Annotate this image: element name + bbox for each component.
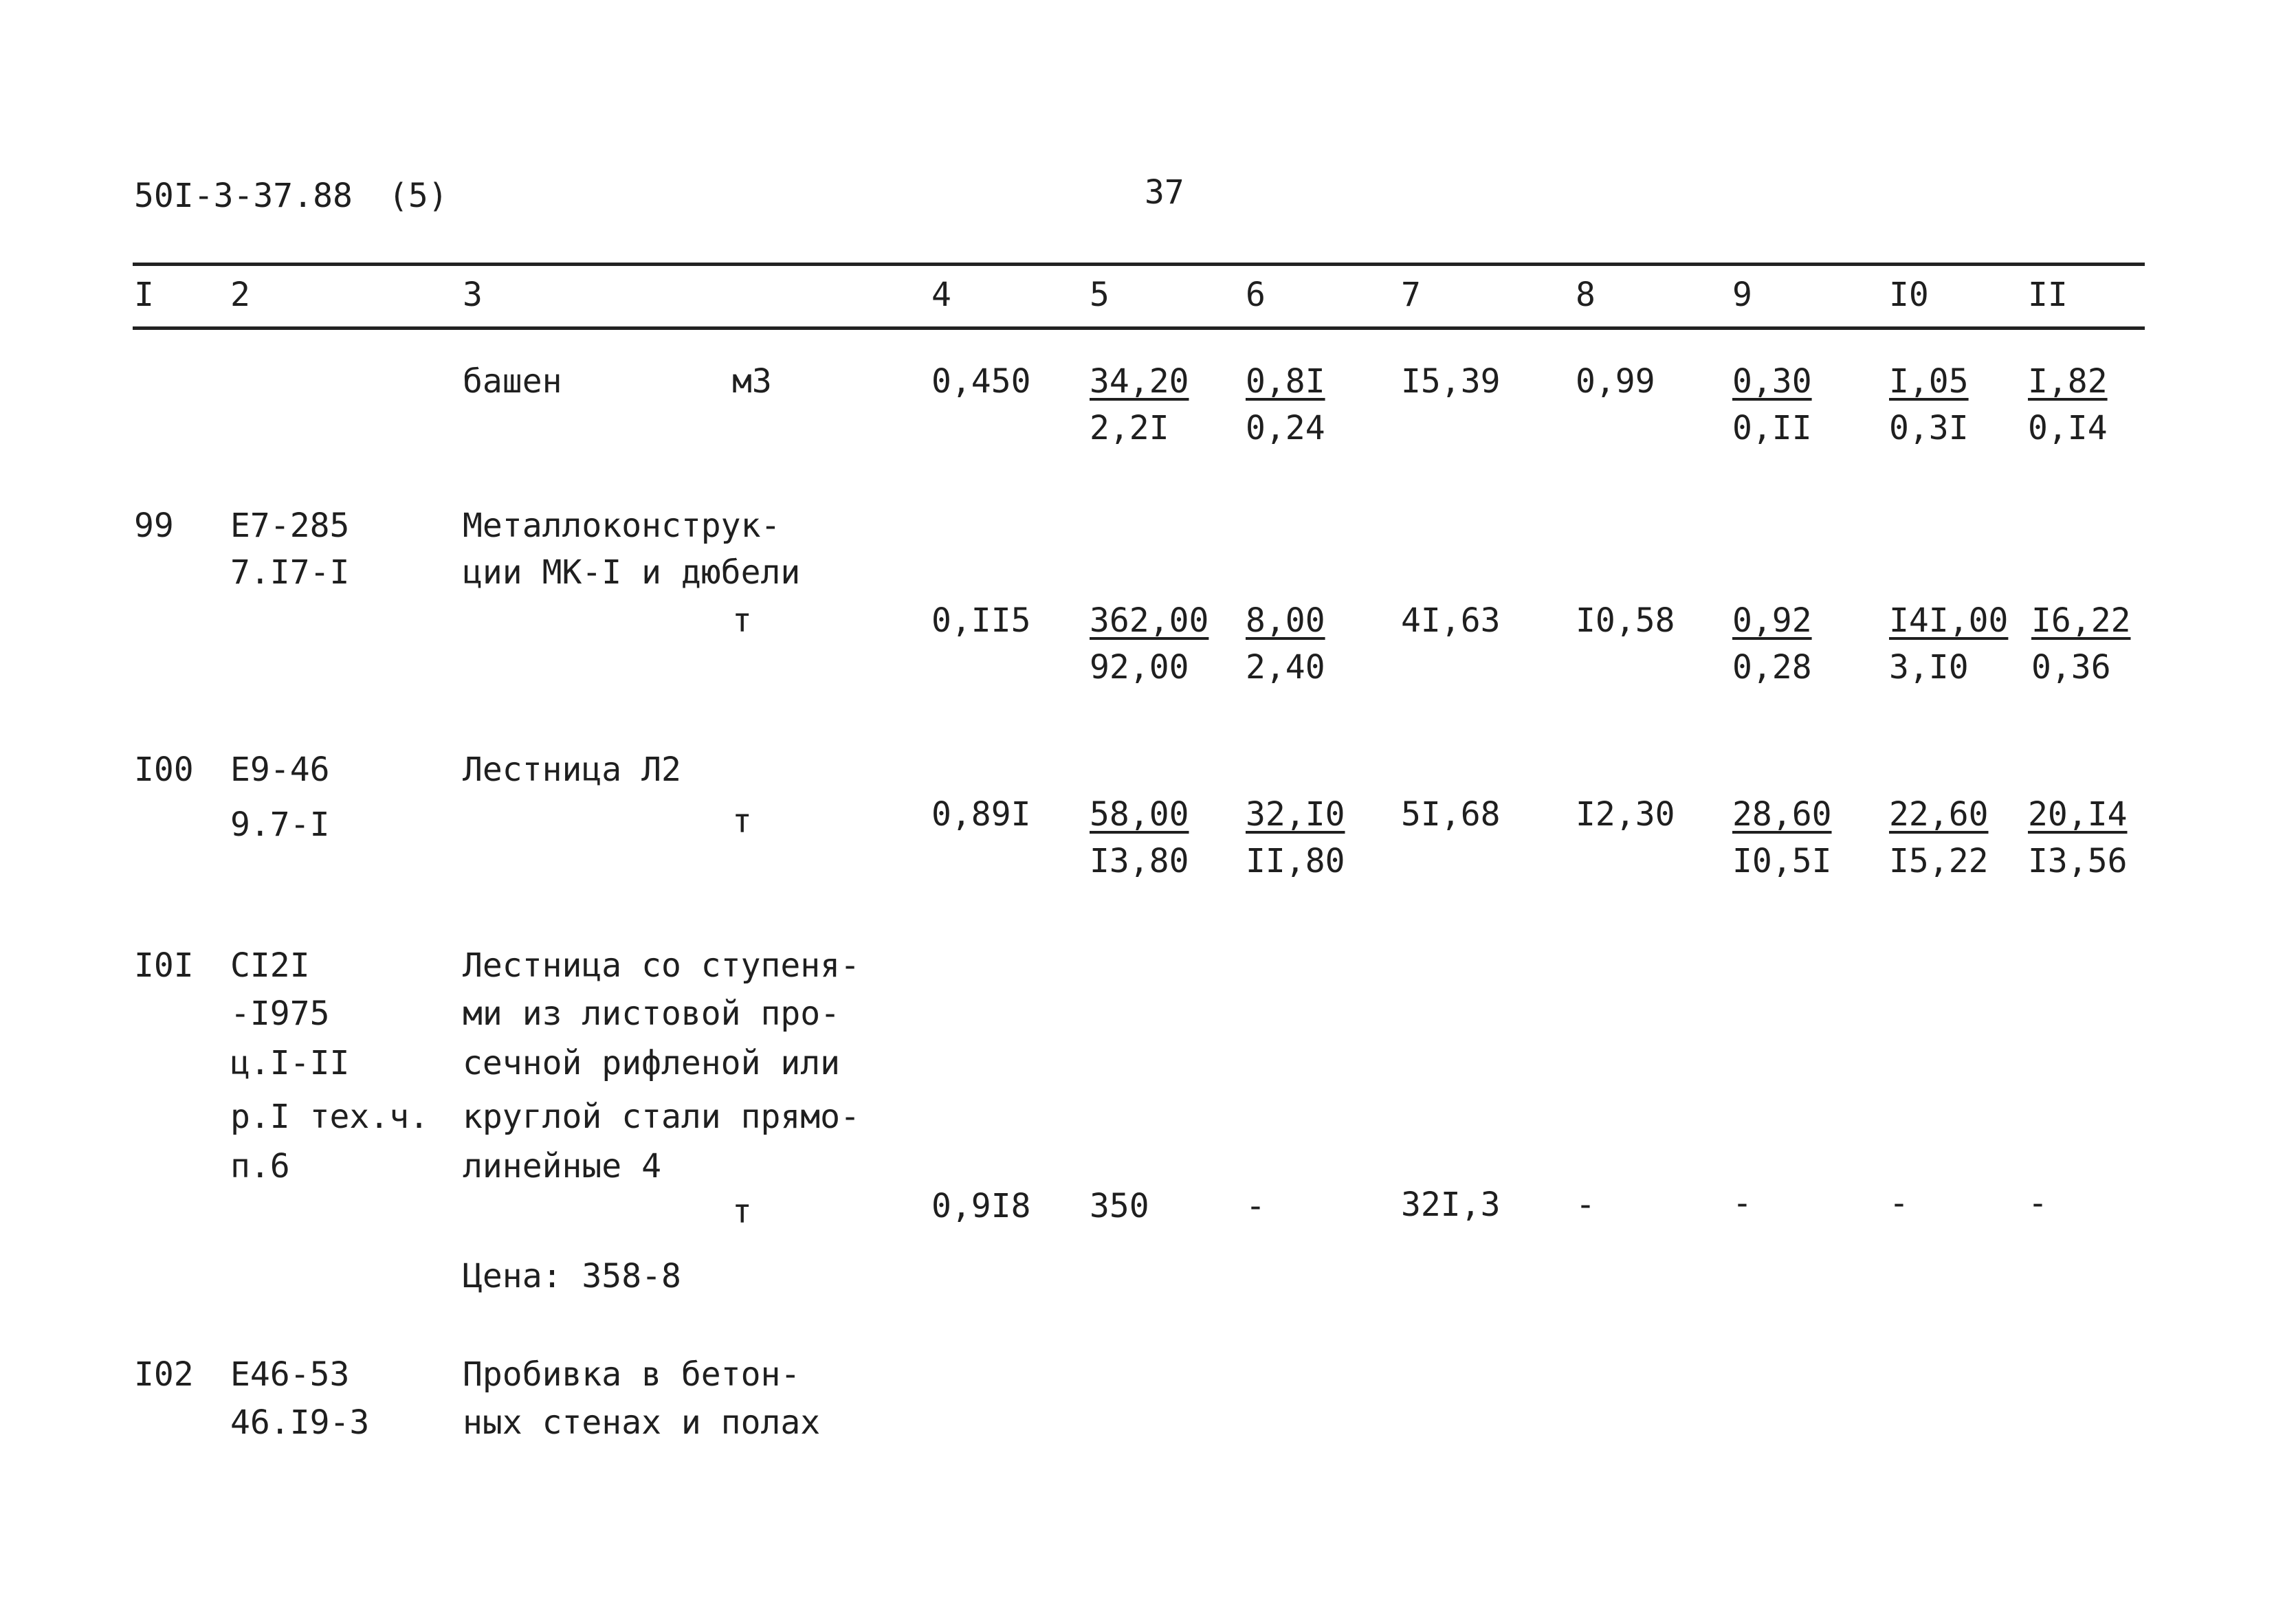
norm-code: E46-53 <box>230 1355 350 1394</box>
col7-value: 32I,3 <box>1401 1186 1501 1224</box>
col7-value: 4I,63 <box>1401 601 1501 640</box>
col10-upper: I,05 <box>1889 362 1969 401</box>
description: Пробивка в бетон- <box>463 1355 801 1394</box>
cost-total: 362,00 <box>1090 601 1209 640</box>
col10-lower: 3,I0 <box>1889 648 1969 687</box>
col10-lower: I5,22 <box>1889 842 1989 880</box>
table-top-rule <box>133 263 2145 266</box>
norm-code: CI2I <box>230 946 310 985</box>
col8-value: I2,30 <box>1576 795 1675 834</box>
cost-wages: 92,00 <box>1090 648 1189 687</box>
col10-upper: I4I,00 <box>1889 601 2009 640</box>
quantity: 0,89I <box>931 795 1031 834</box>
col7-value: 5I,68 <box>1401 795 1501 834</box>
row-number: 99 <box>134 507 174 545</box>
col11-lower: I3,56 <box>2028 842 2128 880</box>
col9-lower: I0,5I <box>1732 842 1832 880</box>
machines-total: 32,I0 <box>1246 795 1345 834</box>
description: башен <box>463 362 562 401</box>
quantity: 0,II5 <box>931 601 1031 640</box>
column-header: 9 <box>1732 276 1752 314</box>
col10-value: - <box>1889 1184 1909 1223</box>
column-header: II <box>2028 276 2068 314</box>
column-header: 3 <box>463 276 483 314</box>
col7-value: I5,39 <box>1401 362 1501 401</box>
norm-code: E7-285 <box>230 507 350 545</box>
row-number: I00 <box>134 750 194 789</box>
unit: т <box>732 802 752 841</box>
col8-value: - <box>1576 1186 1596 1224</box>
column-header: I <box>134 276 154 314</box>
column-header: 7 <box>1401 276 1421 314</box>
column-header: 6 <box>1246 276 1266 314</box>
column-header: 5 <box>1090 276 1110 314</box>
column-header: 2 <box>230 276 250 314</box>
unit: т <box>732 601 752 640</box>
col9-value: - <box>1732 1184 1752 1223</box>
quantity: 0,9I8 <box>931 1187 1031 1225</box>
price-note: Цена: 358-8 <box>463 1257 681 1295</box>
col11-value: - <box>2028 1184 2048 1223</box>
col9-lower: 0,28 <box>1732 648 1812 687</box>
document-code: 50I-3-37.88 <box>134 177 353 215</box>
column-header: 8 <box>1576 276 1596 314</box>
col11-lower: 0,36 <box>2031 648 2111 687</box>
norm-code: 7.I7-I <box>230 553 350 592</box>
machines-wages: 2,40 <box>1246 648 1325 687</box>
col8-value: I0,58 <box>1576 601 1675 640</box>
col8-value: 0,99 <box>1576 362 1655 401</box>
description: ми из листовой про- <box>463 994 841 1033</box>
row-number: I02 <box>134 1355 194 1394</box>
quantity: 0,450 <box>931 362 1031 401</box>
norm-code: ц.I-II <box>230 1044 350 1082</box>
col10-upper: 22,60 <box>1889 795 1989 834</box>
col10-lower: 0,3I <box>1889 409 1969 447</box>
column-header: 4 <box>931 276 951 314</box>
norm-code: -I975 <box>230 994 330 1033</box>
machines-wages: 0,24 <box>1246 409 1325 447</box>
col9-upper: 0,30 <box>1732 362 1812 401</box>
norm-code: п.6 <box>230 1147 290 1186</box>
header-bottom-rule <box>133 326 2145 330</box>
col11-upper: 20,I4 <box>2028 795 2128 834</box>
machines-total: - <box>1246 1187 1266 1225</box>
cost-total: 58,00 <box>1090 795 1189 834</box>
norm-code: E9-46 <box>230 750 330 789</box>
description: ных стенах и полах <box>463 1403 821 1442</box>
cost-total: 34,20 <box>1090 362 1189 401</box>
row-number: I0I <box>134 946 194 985</box>
column-header: I0 <box>1889 276 1929 314</box>
norm-code: 9.7-I <box>230 805 330 844</box>
unit: т <box>732 1192 752 1231</box>
col9-upper: 28,60 <box>1732 795 1832 834</box>
col9-lower: 0,II <box>1732 409 1812 447</box>
col11-upper: I6,22 <box>2031 601 2131 640</box>
description: Лестница со ступеня- <box>463 946 860 985</box>
norm-code: р.I тех.ч. <box>230 1098 429 1136</box>
document-part: (5) <box>388 177 448 215</box>
machines-total: 8,00 <box>1246 601 1325 640</box>
description: сечной рифленой или <box>463 1044 841 1082</box>
col11-lower: 0,I4 <box>2028 409 2108 447</box>
norm-code: 46.I9-3 <box>230 1403 370 1442</box>
cost-wages: I3,80 <box>1090 842 1189 880</box>
description: круглой стали прямо- <box>463 1098 860 1136</box>
description: Металлоконструк- <box>463 507 781 545</box>
page-number: 37 <box>1145 173 1184 212</box>
col9-upper: 0,92 <box>1732 601 1812 640</box>
description: Лестница Л2 <box>463 750 681 789</box>
unit: м3 <box>732 362 772 401</box>
description: линейные 4 <box>463 1147 661 1186</box>
cost-total: 350 <box>1090 1187 1149 1225</box>
col11-upper: I,82 <box>2028 362 2108 401</box>
machines-total: 0,8I <box>1246 362 1325 401</box>
description: ции МК-I и дюбели <box>463 553 801 592</box>
machines-wages: II,80 <box>1246 842 1345 880</box>
cost-wages: 2,2I <box>1090 409 1169 447</box>
